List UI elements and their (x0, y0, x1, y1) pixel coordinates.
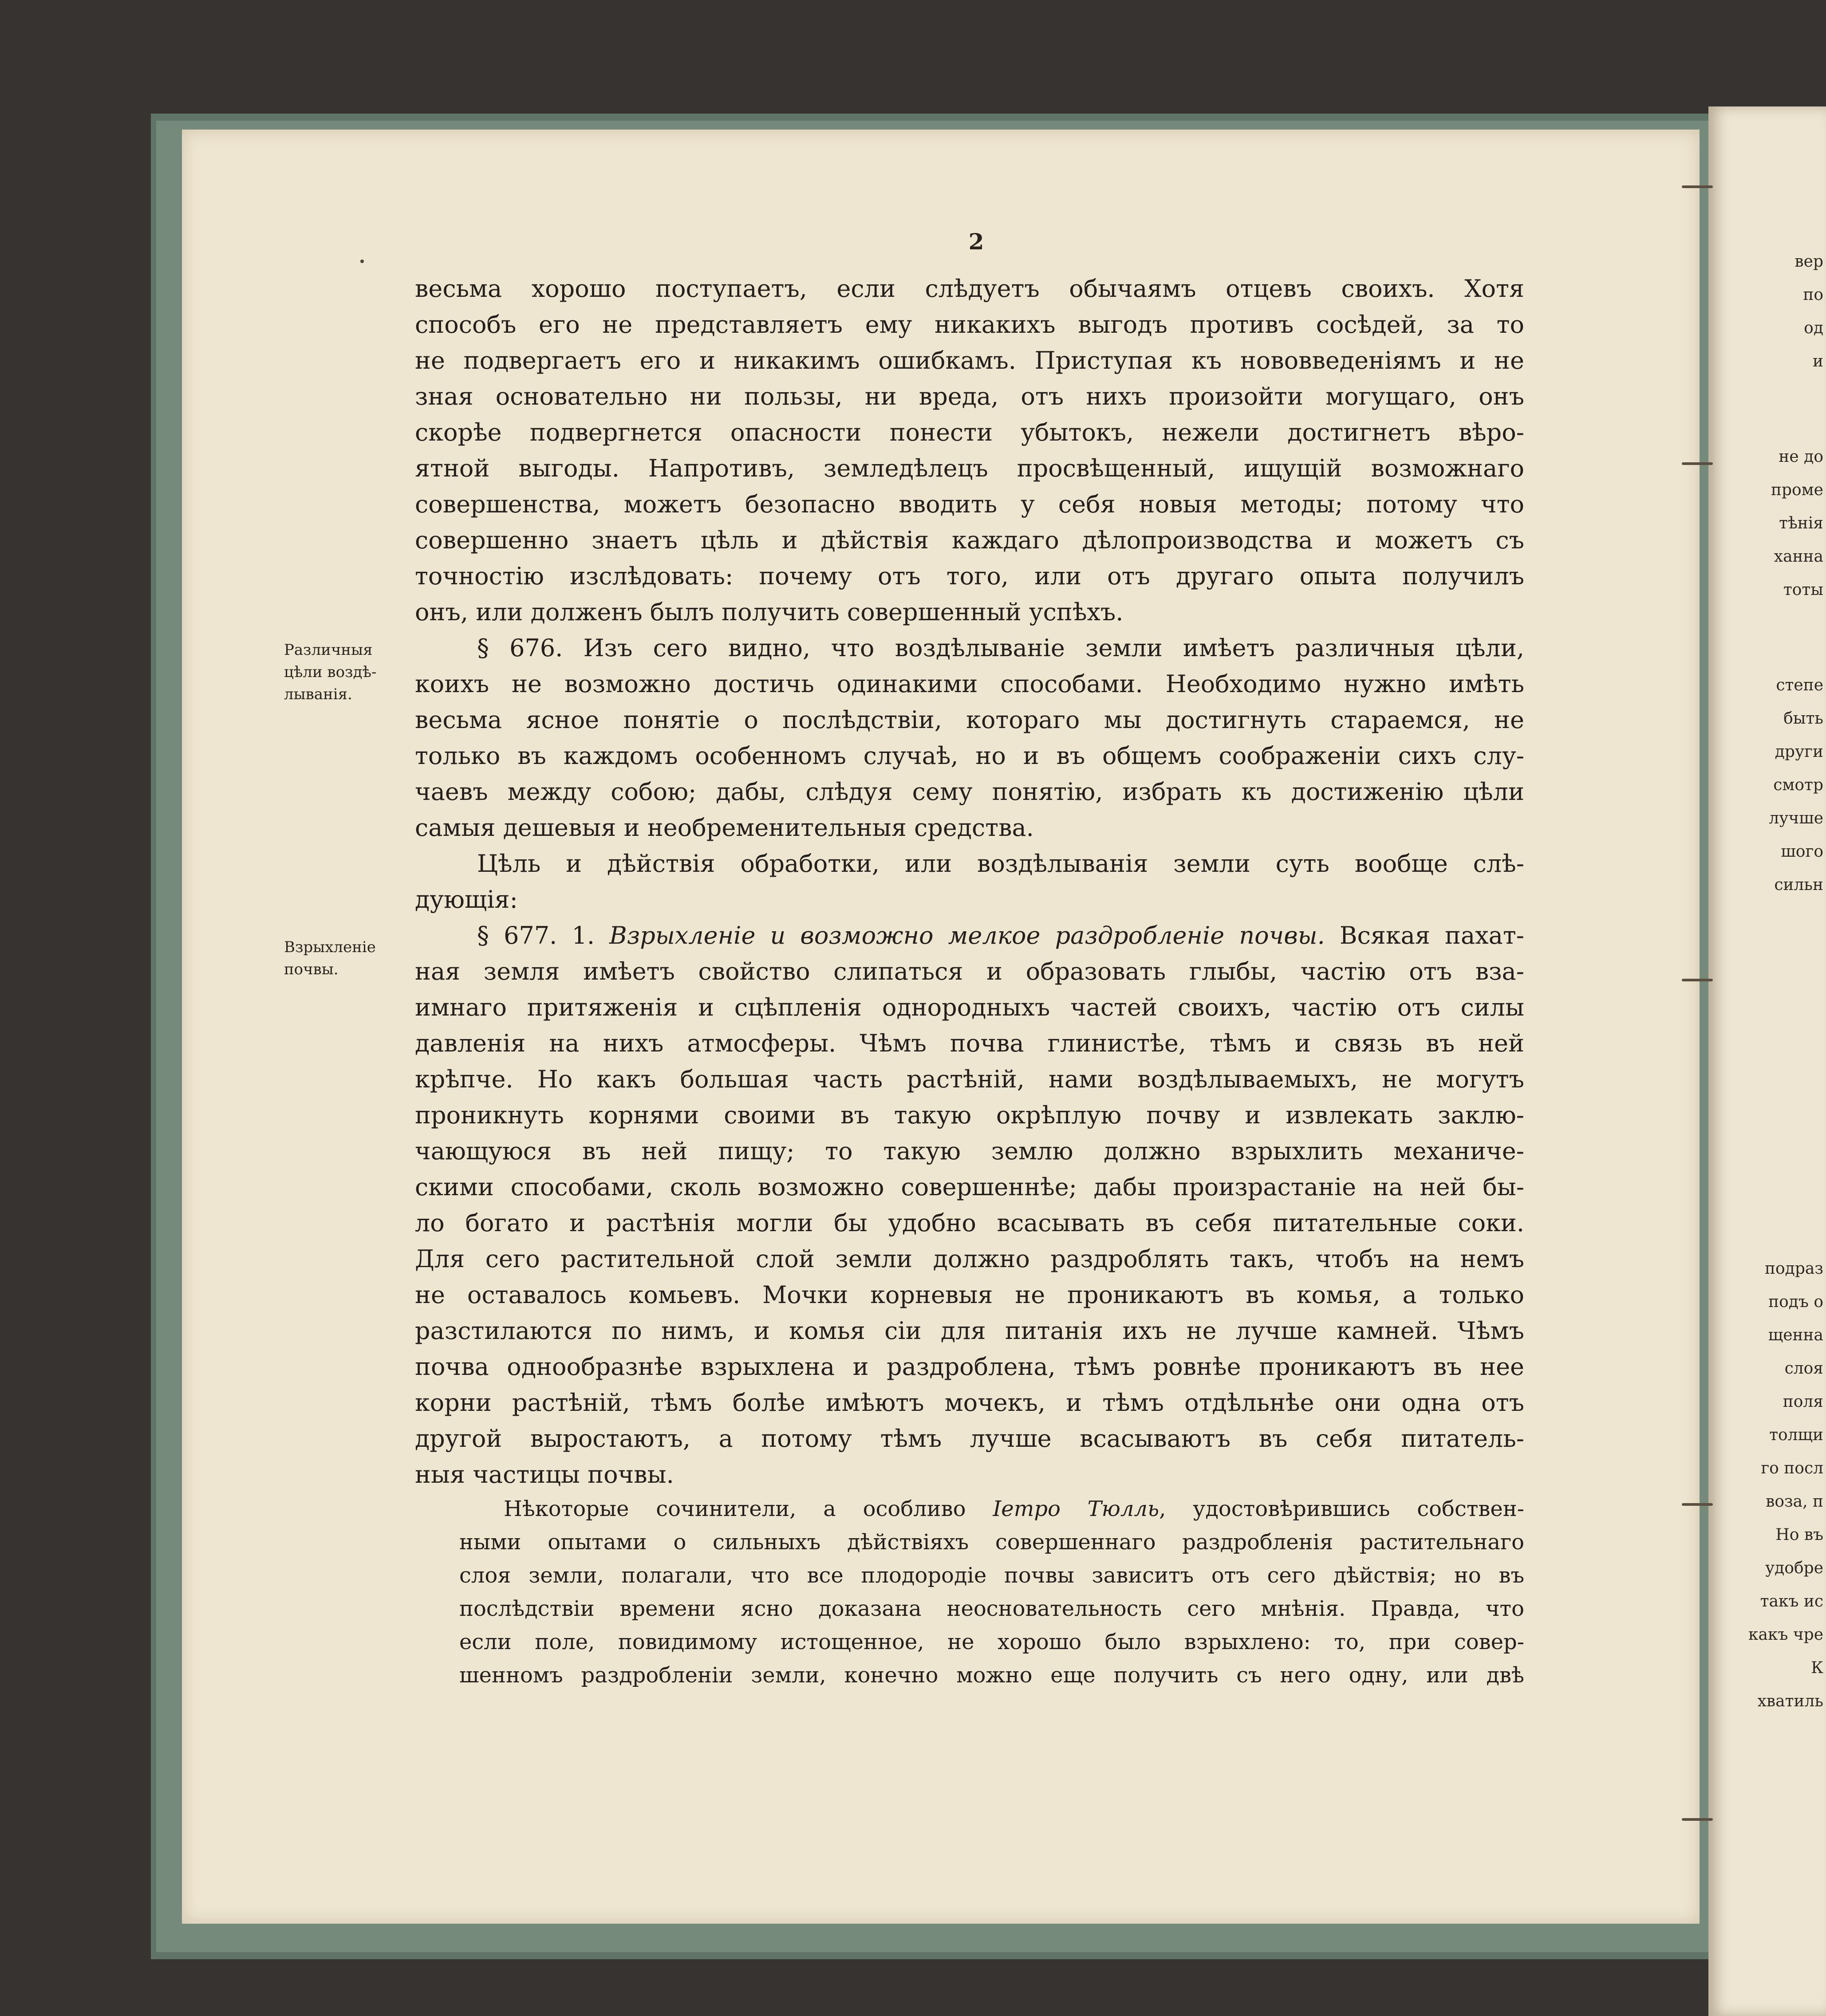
facing-page-fragment (1708, 448, 1826, 466)
fragment-text: удобре (1765, 1559, 1823, 1577)
text-line: чаевъ между собою; дабы, слѣдуя сему понятію, избрать къ достиженію цѣли (415, 778, 1524, 806)
text-line: скими способами, сколь возможно совершеннѣе; дабы произрастаніе на ней бы- (415, 1173, 1524, 1201)
fragment-text: толщи (1769, 1426, 1823, 1444)
facing-page-fragment (1708, 1426, 1826, 1444)
fragment-text: степе (1776, 676, 1823, 694)
footnote-block (415, 1492, 1524, 1692)
facing-page-fragment (1708, 1559, 1826, 1577)
page-number: 2 (968, 228, 984, 255)
text-line: ная земля имѣетъ свойство слипаться и образовать глыбы, частію отъ вза- (415, 957, 1524, 985)
fragment-text: сильн (1774, 876, 1823, 894)
text-line: если поле, повидимому истощенное, не хорошо было взрыхлено: то, при совер- (459, 1630, 1524, 1654)
text-line: весьма хорошо поступаетъ, если слѣдуетъ обычаямъ отцевъ своихъ. Хотя (415, 275, 1524, 303)
fragment-text: смотр (1773, 776, 1823, 794)
facing-page-fragment (1708, 548, 1826, 566)
text-line: весьма ясное понятіе о послѣдствіи, котораго мы достигнуть стараемся, не (415, 706, 1524, 734)
text-line (415, 917, 1524, 953)
text-line: крѣпче. Но какъ большая часть растѣній, нами воздѣлываемыхъ, не могутъ (415, 1065, 1524, 1093)
text-line: слоя земли, полагали, что все плодородіе почвы зависитъ отъ сего дѣйствія; но въ (459, 1563, 1524, 1588)
fragment-text: воза, п (1766, 1492, 1823, 1511)
paragraph-aims (415, 846, 1524, 917)
facing-page-fragment (1708, 876, 1826, 894)
text-line: не оставалось комьевъ. Мочки корневыя не проникаютъ въ комья, а только (415, 1281, 1524, 1309)
text-line: разстилаются по нимъ, и комья сіи для питанія ихъ не лучше камней. Чѣмъ (415, 1317, 1524, 1345)
margin-note-line: лыванія. (284, 685, 352, 703)
facing-page-fragment (1708, 1293, 1826, 1311)
fragment-text: слоя (1784, 1359, 1823, 1378)
text-line (415, 1492, 1524, 1526)
fragment-text: поля (1783, 1393, 1823, 1411)
fragment-text: быть (1783, 709, 1823, 728)
main-text (415, 271, 1524, 1692)
fragment-text: проме (1771, 481, 1823, 499)
fragment-text: шого (1781, 843, 1823, 861)
text-line: ло богато и растѣнія могли бы удобно всасывать въ себя питательные соки. (415, 1209, 1524, 1237)
facing-page-fragment (1708, 581, 1826, 599)
fragment-text: тоты (1783, 581, 1823, 599)
fragment-text: тѣнія (1779, 514, 1823, 532)
facing-page-fragment (1708, 1260, 1826, 1278)
margin-note-aims (284, 639, 395, 705)
facing-page-fragment (1708, 710, 1826, 728)
margin-note-line: Различныя (284, 641, 373, 659)
fragment-text: подраз (1765, 1260, 1823, 1278)
paragraph-677 (415, 917, 1524, 1492)
facing-page-fragment (1708, 1626, 1826, 1644)
binding-stitch (1682, 185, 1713, 188)
text-line: зная основательно ни пользы, ни вреда, отъ нихъ произойти могущаго, онъ (415, 382, 1524, 410)
text-line: дующія: (415, 886, 518, 914)
facing-page-fragment (1708, 677, 1826, 694)
facing-page-fragment (1708, 1460, 1826, 1477)
facing-page-fragment (1708, 253, 1826, 271)
text-line: ными опытами о сильныхъ дѣйствіяхъ совершеннаго раздробленія растительнаго (459, 1530, 1524, 1555)
facing-page-fragment (1708, 1693, 1826, 1710)
fragment-text: други (1775, 743, 1823, 761)
facing-page-fragment (1708, 481, 1826, 499)
fragment-text: по (1803, 286, 1823, 304)
facing-page-fragment (1708, 1593, 1826, 1610)
text-line: коихъ не возможно достичь одинакими способами. Необходимо нужно имѣть (415, 670, 1524, 698)
text-line: давленія на нихъ атмосферы. Чѣмъ почва глинистѣе, тѣмъ и связь въ ней (415, 1029, 1524, 1057)
text-line: другой выростаютъ, а потому тѣмъ лучше всасываютъ въ себя питатель- (415, 1425, 1524, 1453)
text-line: совершенно знаетъ цѣль и дѣйствія каждаго дѣлопроизводства и можетъ съ (415, 526, 1524, 554)
paragraph-676 (415, 630, 1524, 846)
binding-stitch (1682, 979, 1713, 981)
fragment-text: не до (1779, 448, 1823, 466)
facing-page-fragment (1708, 1526, 1826, 1544)
fragment-text: Но въ (1775, 1526, 1823, 1544)
text-line: скорѣе подвергнется опасности понести убытокъ, нежели достигнетъ вѣро- (415, 418, 1524, 446)
facing-page-fragment (1708, 1393, 1826, 1411)
binding-stitch (1682, 1818, 1713, 1821)
fragment-text: хватиль (1757, 1692, 1823, 1710)
fragment-text: од (1804, 319, 1823, 337)
text-line: не подвергаетъ его и никакимъ ошибкамъ. Приступая къ нововведеніямъ и не (415, 346, 1524, 374)
fragment-text: и (1813, 352, 1823, 370)
facing-page-fragment (1708, 515, 1826, 532)
text-line: ныя частицы почвы. (415, 1461, 674, 1488)
text-line: только въ каждомъ особенномъ случаѣ, но и въ общемъ соображеніи сихъ слу- (415, 742, 1524, 770)
text-line: способъ его не представляетъ ему никакихъ выгодъ противъ сосѣдей, за то (415, 311, 1524, 339)
ink-dot (360, 260, 364, 263)
facing-page-fragment (1708, 776, 1826, 794)
margin-note-line: Взрыхленіе (284, 938, 376, 956)
facing-page-fragment (1708, 743, 1826, 761)
fragment-text: К (1811, 1659, 1823, 1677)
binding-stitch (1682, 462, 1713, 465)
facing-page-fragment (1708, 1360, 1826, 1378)
margin-note-line: цѣли воздѣ- (284, 663, 377, 681)
text-line: совершенства, можетъ безопасно вводить у себя новыя методы; потому что (415, 490, 1524, 518)
facing-page-fragment (1708, 1327, 1826, 1344)
text-line: Цѣль и дѣйствія обработки, или воздѣлыванія земли суть вообще слѣ- (477, 850, 1524, 878)
text-line: чающуюся въ ней пищу; то такую землю должно взрыхлить механиче- (415, 1137, 1524, 1165)
text-line: корни растѣній, тѣмъ болѣе имѣютъ мочекъ, и тѣмъ отдѣльнѣе они одна отъ (415, 1389, 1524, 1417)
text-line: § 676. Изъ сего видно, что воздѣлываніе земли имѣетъ различныя цѣли, (477, 634, 1524, 662)
fragment-text: какъ чре (1748, 1626, 1823, 1644)
facing-page-fragment (1708, 843, 1826, 861)
text-line: проникнуть корнями своими въ такую окрѣплую почву и извлекать заклю- (415, 1101, 1524, 1129)
binding-stitch (1682, 1503, 1713, 1506)
facing-page-fragment (1708, 319, 1826, 337)
facing-page-fragment (1708, 1493, 1826, 1511)
facing-page-fragment (1708, 810, 1826, 827)
text-fragment: Нѣкоторые сочинители, а особливо (504, 1496, 966, 1521)
text-fragment: , удостовѣрившись собствен- (1159, 1496, 1524, 1521)
text-line: самыя дешевыя и необременительныя средства. (415, 814, 1034, 842)
facing-page-fragment (1708, 286, 1826, 304)
facing-page-fragment (1708, 1659, 1826, 1677)
fragment-text: такъ ис (1760, 1592, 1823, 1610)
paragraph-intro (415, 271, 1524, 630)
text-line: онъ, или долженъ былъ получить совершенный успѣхъ. (415, 598, 1124, 626)
text-line: точностію изслѣдовать: почему отъ того, или отъ другаго опыта получилъ (415, 562, 1524, 590)
section-heading: Взрыхленіе и возможно мелкое раздробленіе почвы. (609, 921, 1325, 949)
text-fragment: Всякая пахат- (1339, 921, 1524, 949)
margin-note-line: почвы. (284, 961, 339, 978)
text-line: шенномъ раздробленіи земли, конечно можно еще получить съ него одну, или двѣ (459, 1663, 1524, 1688)
section-number: § 677. 1. (477, 921, 595, 949)
fragment-text: подъ о (1768, 1293, 1823, 1311)
facing-page-fragment (1708, 353, 1826, 370)
fragment-text: щенна (1768, 1326, 1823, 1344)
fragment-text: го посл (1761, 1459, 1823, 1477)
text-line: ятной выгоды. Напротивъ, земледѣлецъ просвѣщенный, ищущій возможнаго (415, 454, 1524, 482)
author-name: Іетро Тюлль (993, 1496, 1159, 1521)
facing-page (1708, 106, 1826, 2016)
text-line: почва однообразнѣе взрыхлена и раздроблена, тѣмъ ровнѣе проникаютъ въ нее (415, 1353, 1524, 1381)
text-line: послѣдствіи времени ясно доказана неосновательность сего мнѣнія. Правда, что (459, 1596, 1524, 1621)
fragment-text: лучше (1769, 809, 1823, 827)
text-line: Для сего растительной слой земли должно раздроблять такъ, чтобъ на немъ (415, 1245, 1524, 1273)
margin-note-loosening (284, 936, 395, 980)
text-line: имнаго притяженія и сцѣпленія однородныхъ частей своихъ, частію отъ силы (415, 993, 1524, 1021)
fragment-text: вер (1794, 252, 1823, 271)
fragment-text: ханна (1774, 547, 1823, 566)
